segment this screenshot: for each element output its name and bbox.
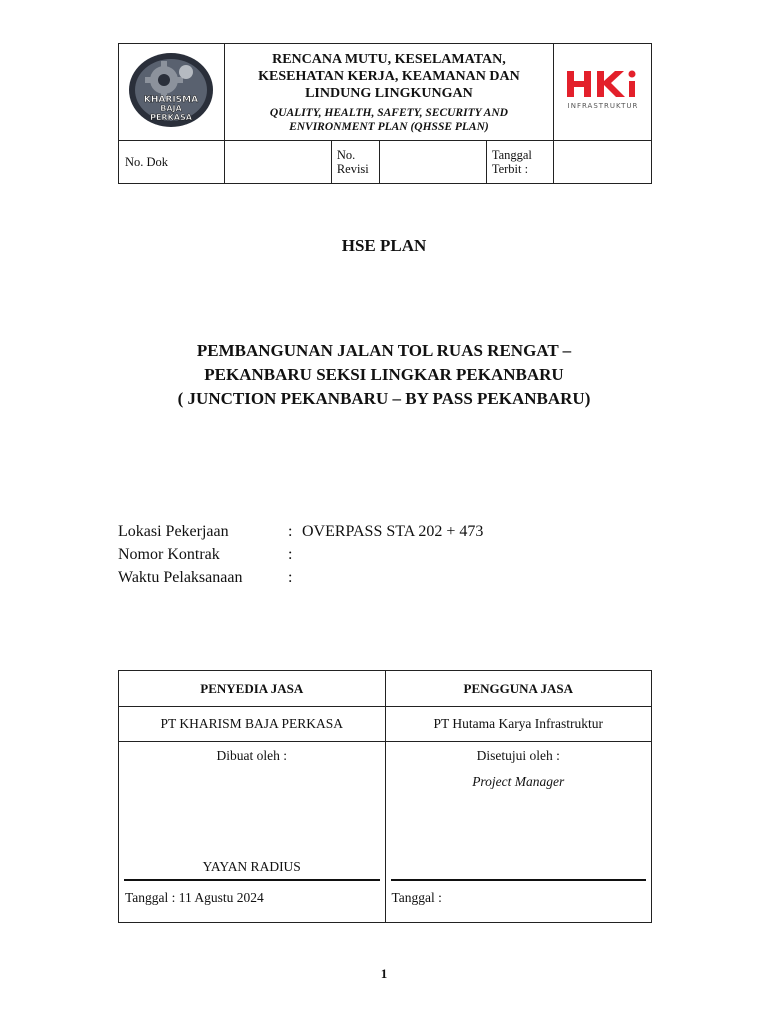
document-title: HSE PLAN [341, 236, 427, 255]
no-revisi-value [379, 141, 486, 183]
info-row-contract [118, 543, 483, 566]
info-separator: : [288, 569, 293, 586]
project-title-line-1: PEMBANGUNAN JALAN TOL RUAS RENGAT – [196, 341, 572, 360]
svg-text:BAJA: BAJA [160, 103, 183, 113]
approver-role: Project Manager [472, 774, 565, 789]
page-number: 1 [380, 966, 388, 981]
hki-logo-subtext: INFRASTRUKTUR [567, 101, 638, 110]
info-value: OVERPASS STA 202 + 473 [302, 523, 484, 540]
document-header-table [118, 43, 652, 184]
approved-by-label: Disetujui oleh : [476, 748, 560, 763]
kharisma-logo-icon [126, 50, 216, 130]
project-title-line-2: PEKANBARU SEKSI LINGKAR PEKANBARU [204, 365, 564, 384]
project-title-line-3: ( JUNCTION PEKANBARU – BY PASS PEKANBARU) [177, 389, 591, 408]
info-separator: : [288, 523, 293, 540]
info-label: Lokasi Pekerjaan [118, 523, 229, 540]
user-header: PENGGUNA JASA [385, 671, 652, 707]
no-revisi-label-1: No. [336, 148, 356, 162]
no-dok-label: No. Dok [125, 155, 169, 169]
provider-company: PT KHARISM BAJA PERKASA [119, 707, 386, 742]
info-row-duration [118, 566, 483, 589]
user-company: PT Hutama Karya Infrastruktur [385, 707, 652, 742]
maker-name: YAYAN RADIUS [202, 859, 301, 874]
info-separator: : [288, 546, 293, 563]
maker-date: Tanggal : 11 Agustu 2024 [125, 890, 264, 905]
hki-logo-icon [561, 65, 645, 115]
tanggal-terbit-label-2: Terbit : [491, 162, 529, 176]
tanggal-terbit-label-cell [486, 141, 553, 183]
tanggal-terbit-label-1: Tanggal [491, 148, 532, 162]
approver-signature-line [391, 879, 647, 881]
approval-table [118, 670, 652, 923]
maker-signature-cell [119, 742, 386, 923]
company-logo-left-cell [119, 44, 225, 141]
plan-title-english: QUALITY, HEALTH, SAFETY, SECURITY AND ENVIRONMENT PLAN (QHSSE PLAN) [269, 106, 508, 133]
approver-date: Tanggal : [391, 890, 442, 905]
approver-signature-cell [385, 742, 652, 923]
hki-logo-cell [554, 44, 652, 141]
no-dok-value [225, 141, 332, 183]
project-info-list [118, 520, 483, 589]
revision-row-cell [224, 141, 553, 184]
no-revisi-label-cell [331, 141, 379, 183]
plan-title-indonesian: RENCANA MUTU, KESELAMATAN, KESEHATAN KERJA, KEAMANAN DAN LINDUNG LINGKUNGAN [258, 51, 520, 101]
no-dok-label-cell [119, 141, 225, 184]
maker-signature-line [124, 879, 380, 881]
provider-header: PENYEDIA JASA [119, 671, 386, 707]
tanggal-terbit-value [554, 141, 652, 184]
made-by-label: Dibuat oleh : [216, 748, 287, 763]
info-label: Nomor Kontrak [118, 546, 220, 563]
revision-subtable [225, 141, 553, 183]
kharisma-logo-text: KHARISMA [144, 94, 199, 105]
info-label: Waktu Pelaksanaan [118, 569, 243, 586]
no-revisi-label-2: Revisi [336, 162, 369, 176]
svg-text:PERKASA: PERKASA [150, 112, 193, 122]
project-title [0, 339, 768, 411]
plan-title-cell [224, 44, 553, 141]
info-row-location [118, 520, 483, 543]
